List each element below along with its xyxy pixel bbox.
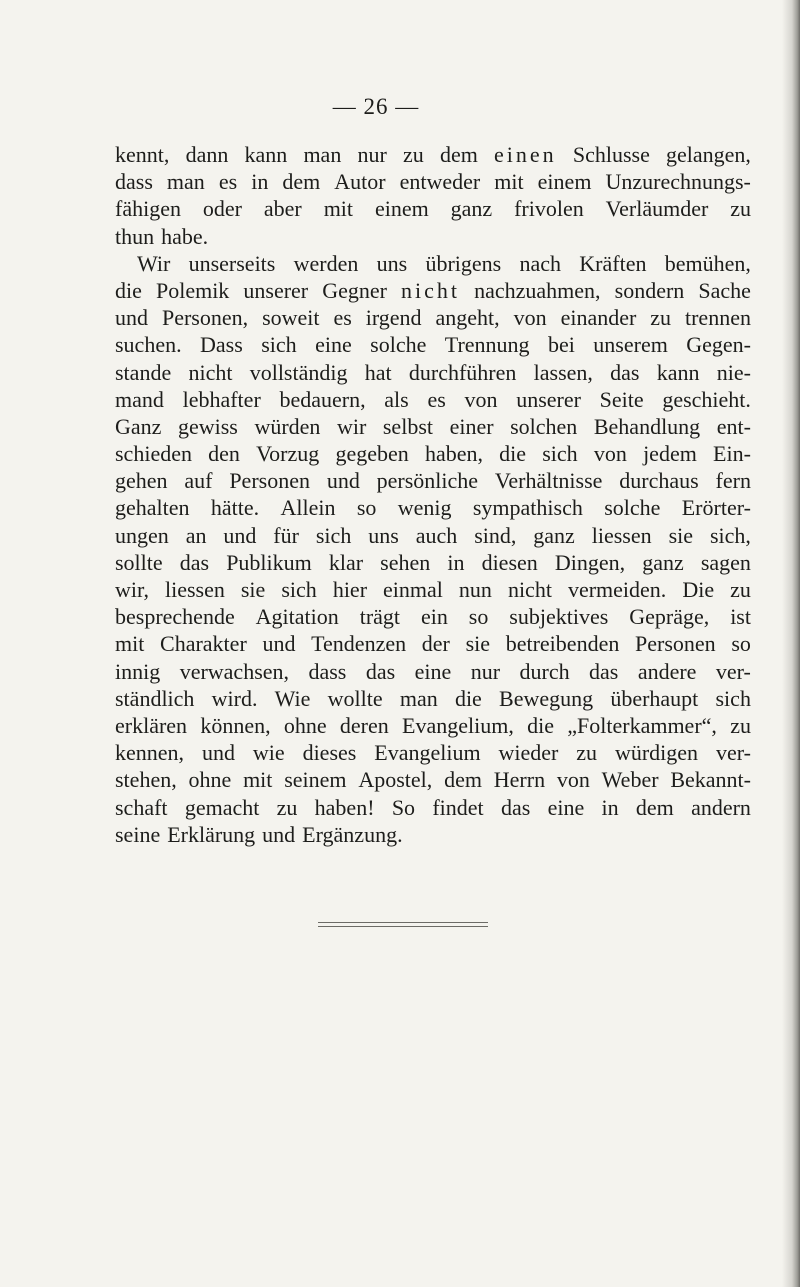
word: das xyxy=(179,549,210,575)
word: kann xyxy=(656,359,700,385)
word: auch xyxy=(415,522,458,548)
word: Dingen, xyxy=(554,549,626,575)
text-line xyxy=(115,223,751,250)
word: sich xyxy=(261,332,297,358)
text-line xyxy=(115,467,751,494)
word: schaft xyxy=(115,794,168,820)
word: nach xyxy=(519,250,562,276)
word: „Folterkammer“, xyxy=(567,712,717,738)
word: betreibenden xyxy=(505,631,620,657)
word: unserer xyxy=(516,386,581,412)
word: so xyxy=(468,604,489,630)
word: von xyxy=(593,441,627,467)
word: zu xyxy=(650,305,672,331)
text-line xyxy=(115,766,751,793)
text-line xyxy=(115,494,751,521)
word: mit xyxy=(494,169,524,195)
emphasized-word: einen xyxy=(494,142,557,167)
word: wird. xyxy=(211,685,258,711)
word: stehen, xyxy=(115,767,177,793)
word: haben, xyxy=(424,441,483,467)
word: fern xyxy=(715,468,751,494)
word: Unzurechnungs- xyxy=(605,169,751,195)
text-line xyxy=(115,576,751,603)
word: unserem xyxy=(593,332,668,358)
word: die xyxy=(499,441,527,467)
word: irgend xyxy=(365,305,422,331)
word: überhaupt xyxy=(610,685,699,711)
word: würden xyxy=(254,413,321,439)
word: man xyxy=(166,169,205,195)
word: Polemik xyxy=(155,277,230,303)
word: Behandlung xyxy=(593,413,701,439)
word: ein xyxy=(420,604,448,630)
word: frivolen xyxy=(514,196,584,222)
word: bedauern, xyxy=(279,386,366,412)
word: ungen xyxy=(115,522,169,548)
word: Herrn xyxy=(493,767,546,793)
word: die xyxy=(454,685,482,711)
word: das xyxy=(610,359,640,385)
word: an xyxy=(185,522,207,548)
word: Gepräge, xyxy=(629,604,710,630)
word: solche xyxy=(370,332,427,358)
word: und xyxy=(262,631,296,657)
word: So xyxy=(391,794,416,820)
text-line xyxy=(115,603,751,630)
word: Vorzug xyxy=(256,441,320,467)
word: und xyxy=(115,305,148,331)
word: aber xyxy=(263,196,302,222)
word: Evangelium, xyxy=(402,712,514,738)
word: auf xyxy=(184,468,213,494)
word: hier xyxy=(332,577,368,602)
word: lassen, xyxy=(533,359,593,385)
word: man xyxy=(399,685,438,711)
word: durch xyxy=(519,658,570,684)
word: persönliche xyxy=(376,468,479,494)
page-number: — 26 — xyxy=(332,94,420,119)
word: so xyxy=(731,631,751,657)
word: die xyxy=(527,712,554,738)
word: gehalten xyxy=(115,495,190,521)
text-line xyxy=(115,794,751,821)
word: Bekannt- xyxy=(670,767,751,793)
word: habe. xyxy=(161,223,209,249)
word: Erörter- xyxy=(681,495,751,521)
word: bemühen, xyxy=(664,250,751,276)
word: dass xyxy=(115,169,153,195)
word: nicht xyxy=(507,577,552,602)
word: seine xyxy=(115,821,161,847)
word: durchaus xyxy=(619,468,699,494)
word: sehen xyxy=(380,549,431,575)
word: sie xyxy=(465,631,491,657)
word: dem xyxy=(282,169,321,195)
word: andern xyxy=(691,794,751,820)
word: Publikum xyxy=(226,549,312,575)
body-text xyxy=(115,141,751,848)
word: würdigen xyxy=(614,740,699,766)
word: liessen xyxy=(164,577,225,602)
word: der xyxy=(421,631,450,657)
word: ganz xyxy=(533,522,575,548)
word: zu xyxy=(730,577,751,602)
word: Ganz xyxy=(115,413,162,439)
word: in xyxy=(601,794,619,820)
word: mit xyxy=(323,196,354,222)
word: Wie xyxy=(274,685,311,711)
word: angeht, xyxy=(435,305,500,331)
word: ohne xyxy=(188,767,232,793)
text-line xyxy=(115,739,751,766)
word: eine xyxy=(414,658,452,684)
word: es xyxy=(218,169,238,195)
word: subjektives xyxy=(509,604,609,630)
word: Agitation xyxy=(255,604,339,630)
text-line xyxy=(115,141,751,168)
word: dass xyxy=(308,658,347,684)
word: mand xyxy=(115,386,164,412)
text-line xyxy=(115,658,751,685)
word: lebhafter xyxy=(182,386,261,412)
word: den xyxy=(208,441,240,467)
word: werden xyxy=(293,250,359,276)
word: Verläumder xyxy=(605,196,709,222)
word: übrigens xyxy=(425,250,502,276)
word: Bewegung xyxy=(499,685,594,711)
word: solche xyxy=(604,495,661,521)
word: als xyxy=(384,386,409,412)
word: können, xyxy=(200,712,271,738)
word: sie xyxy=(668,522,694,548)
word: sie xyxy=(240,577,266,602)
word: seinem xyxy=(284,767,347,793)
word: sich, xyxy=(709,522,751,548)
word: zu xyxy=(276,794,298,820)
word: und xyxy=(262,821,296,847)
word: Apostel, xyxy=(358,767,433,793)
word: verwachsen, xyxy=(179,658,290,684)
word: diesen xyxy=(481,549,538,575)
word: und xyxy=(326,468,360,494)
word: liessen xyxy=(591,522,652,548)
word: das xyxy=(365,658,396,684)
word: nur xyxy=(357,142,387,167)
word: geschieht. xyxy=(662,386,751,412)
word: gelangen, xyxy=(666,142,751,167)
word: Wir xyxy=(137,250,171,276)
word: dieses xyxy=(302,740,357,766)
word: Erklärung xyxy=(167,821,256,847)
word: andere xyxy=(637,658,697,684)
text-line xyxy=(115,195,751,222)
word: dann xyxy=(185,142,229,167)
word: nun xyxy=(458,577,492,602)
word: Die xyxy=(682,577,715,602)
word: Ein- xyxy=(713,441,751,467)
word: entweder xyxy=(399,169,481,195)
word: wollte xyxy=(327,685,383,711)
text-line xyxy=(115,277,751,304)
word: uns xyxy=(368,522,399,548)
word: trennen xyxy=(684,305,751,331)
word: unserseits xyxy=(188,250,276,276)
word: man xyxy=(303,142,342,167)
word: fähigen xyxy=(115,196,181,222)
word: mit xyxy=(115,631,145,657)
word: Verhältnisse xyxy=(494,468,603,494)
word: erklären xyxy=(115,712,188,738)
word: so xyxy=(356,495,377,521)
word: für xyxy=(273,522,299,548)
word: klar xyxy=(328,549,364,575)
word: Trennung xyxy=(444,332,530,358)
word: eine xyxy=(315,332,352,358)
word: die xyxy=(115,277,142,303)
word: dem xyxy=(444,767,482,793)
word: Personen xyxy=(635,631,716,657)
text-line xyxy=(115,250,751,277)
text-line xyxy=(115,386,751,413)
word: in xyxy=(447,549,465,575)
word: und xyxy=(223,522,257,548)
word: sich xyxy=(715,685,751,711)
word: Personen, xyxy=(161,305,249,331)
word: das xyxy=(589,658,619,684)
word: kennt, xyxy=(115,142,170,167)
word: von xyxy=(464,386,498,412)
word: in xyxy=(251,169,269,195)
word: sagen xyxy=(700,549,751,575)
word: ständlich xyxy=(115,685,195,711)
text-line xyxy=(115,331,751,358)
word: bei xyxy=(547,332,575,358)
word: einander xyxy=(560,305,637,331)
word: sich xyxy=(281,577,317,602)
word: einmal xyxy=(383,577,443,602)
word: hat xyxy=(364,359,392,385)
word: solchen xyxy=(510,413,578,439)
word: gehen xyxy=(115,468,168,494)
word: gegeben xyxy=(335,441,409,467)
word: deren xyxy=(339,712,389,738)
text-line xyxy=(115,712,751,739)
word: nachzuahmen, xyxy=(474,277,601,303)
word: Gegner xyxy=(322,277,387,303)
word: schieden xyxy=(115,441,192,467)
word: jedem xyxy=(643,441,697,467)
text-line xyxy=(115,630,751,657)
word: eine xyxy=(547,794,585,820)
word: ganz xyxy=(642,549,684,575)
word: ganz xyxy=(450,196,493,222)
word: ver- xyxy=(715,658,751,684)
word: sich xyxy=(542,441,578,467)
emphasized-word: nicht xyxy=(401,277,461,303)
word: innig xyxy=(115,658,161,684)
word: uns xyxy=(376,250,408,276)
word: soweit xyxy=(262,305,320,331)
word: Sache xyxy=(698,277,751,303)
word: kann xyxy=(244,142,288,167)
word: unserer xyxy=(243,277,309,303)
word: Evangelium xyxy=(374,740,481,766)
word: sind, xyxy=(474,522,517,548)
text-line xyxy=(115,685,751,712)
word: von xyxy=(513,305,547,331)
word: Seite xyxy=(599,386,644,412)
word: sich xyxy=(315,522,352,548)
word: Dass xyxy=(200,332,243,358)
word: selbst xyxy=(382,413,433,439)
double-rule-top xyxy=(318,922,488,923)
text-line xyxy=(115,413,751,440)
word: suchen. xyxy=(115,332,182,358)
text-line xyxy=(115,168,751,195)
word: hätte. xyxy=(210,495,260,521)
text-line xyxy=(115,304,751,331)
word: sondern xyxy=(614,277,685,303)
word: Tendenzen xyxy=(311,631,407,657)
word: und xyxy=(201,740,235,766)
text-line xyxy=(115,440,751,467)
word: vermeiden. xyxy=(567,577,667,602)
word: sollte xyxy=(115,549,163,575)
word: Schlusse xyxy=(572,142,650,167)
word: Weber xyxy=(601,767,659,793)
word: Charakter xyxy=(160,631,247,657)
text-line xyxy=(115,549,751,576)
word: gewiss xyxy=(177,413,238,439)
word: durchführen xyxy=(408,359,517,385)
page-edge-shadow xyxy=(782,0,800,1287)
text-line xyxy=(115,821,751,848)
word: Ergänzung. xyxy=(302,821,403,847)
word: einem xyxy=(374,196,429,222)
word: zu xyxy=(730,712,751,738)
word: zu xyxy=(576,740,598,766)
word: kennen, xyxy=(115,740,185,766)
word: Personen xyxy=(229,468,310,494)
word: thun xyxy=(115,223,155,249)
word: besprechende xyxy=(115,604,235,630)
word: einer xyxy=(449,413,494,439)
word: nur xyxy=(470,658,501,684)
word: dem xyxy=(635,794,674,820)
word: Allein xyxy=(280,495,336,521)
double-rule-bottom xyxy=(318,926,488,927)
word: ent- xyxy=(716,413,751,439)
word: das xyxy=(500,794,531,820)
word: haben! xyxy=(314,794,375,820)
word: Autor xyxy=(334,169,386,195)
word: stande xyxy=(115,359,172,385)
text-line xyxy=(115,522,751,549)
word: zu xyxy=(403,142,424,167)
word: Kräften xyxy=(579,250,647,276)
word: wie xyxy=(252,740,285,766)
word: Gegen- xyxy=(686,332,751,358)
text-line xyxy=(115,359,751,386)
word: zu xyxy=(730,196,751,222)
word: sympathisch xyxy=(472,495,583,521)
word: wir xyxy=(336,413,367,439)
word: wir, xyxy=(115,577,149,602)
word: dem xyxy=(439,142,478,167)
word: trägt xyxy=(359,604,401,630)
word: nie- xyxy=(716,359,751,385)
word: von xyxy=(556,767,590,793)
word: wieder xyxy=(498,740,559,766)
word: ist xyxy=(730,604,751,630)
word: oder xyxy=(202,196,242,222)
word: findet xyxy=(432,794,484,820)
word: einem xyxy=(537,169,592,195)
word: wenig xyxy=(397,495,452,521)
word: mit xyxy=(243,767,273,793)
word: ohne xyxy=(283,712,327,738)
word: gemacht xyxy=(184,794,260,820)
word: es xyxy=(333,305,352,331)
word: nicht xyxy=(188,359,233,385)
word: vollständig xyxy=(249,359,348,385)
word: es xyxy=(427,386,446,412)
word: ver- xyxy=(715,740,751,766)
